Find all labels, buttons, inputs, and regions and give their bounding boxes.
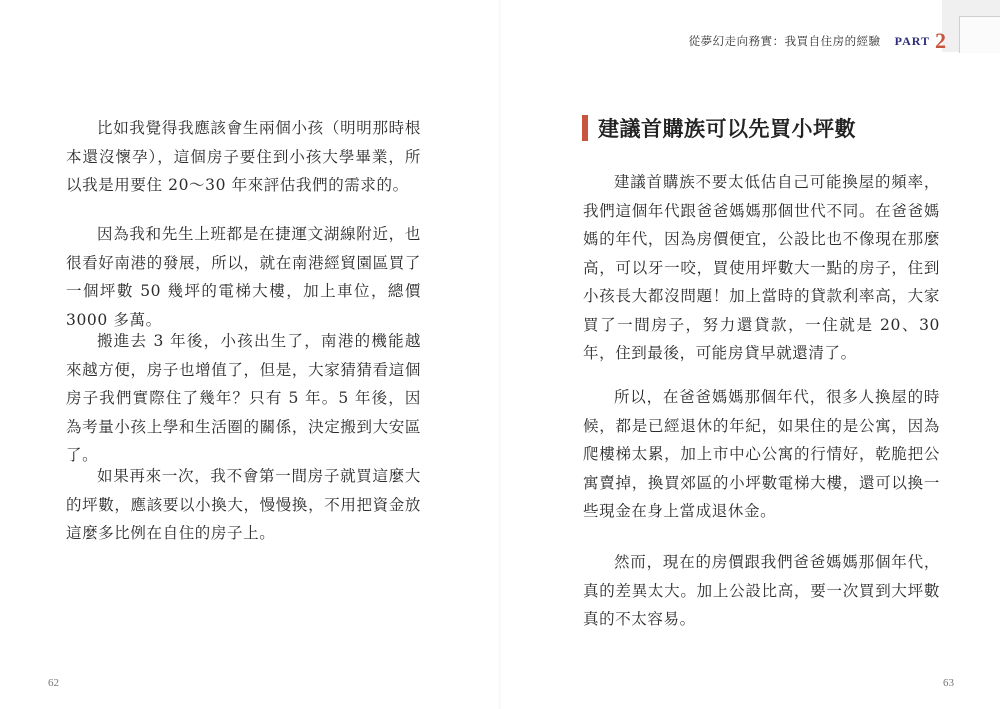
right-paragraph-3: 然而，現在的房價跟我們爸爸媽媽那個年代，真的差異太大。加上公設比高，要一次買到大坪數真的不太容易。 [583,553,940,628]
left-paragraph-1: 比如我覺得我應該會生兩個小孩（明明那時根本還沒懷孕），這個房子要住到小孩大學畢業，所以我是用要住 20～30 年來評估我們的需求的。 [66,119,421,194]
corner-tab-decoration [942,0,1000,52]
left-paragraph-4: 如果再來一次，我不會第一間房子就買這麼大的坪數，應該要以小換大，慢慢換，不用把資金放這麼多比例在自住的房子上。 [66,467,421,542]
heading-accent-bar [582,115,588,141]
right-paragraph-1: 建議首購族不要太低估自己可能換屋的頻率，我們這個年代跟爸爸媽媽那個世代不同。在爸爸媽媽的年代，因為房價便宜，公設比也不像現在那麼高，可以牙一咬，買使用坪數大一點的房子，住到小孩長大都沒問題！加上當時的貸款利率高，大家買了一間房子，努力還貸款，一住就是 20、30 年，住到最後，可能房貸早就還清了。 [583,173,940,362]
left-page-number: 62 [48,677,59,689]
part-number: 2 [935,28,946,53]
left-paragraph-2: 因為我和先生上班都是在捷運文湖線附近，也很看好南港的發展，所以，就在南港經貿園區買了一個坪數 50 幾坪的電梯大樓，加上車位，總價 3000 多萬。 [66,225,421,329]
right-paragraph-2: 所以，在爸爸媽媽那個年代，很多人換屋的時候，都是已經退休的年紀，如果住的是公寓，因為爬樓梯太累，加上市中心公寓的行情好，乾脆把公寓賣掉，換買郊區的小坪數電梯大樓，還可以換一些現金在身上當成退休金。 [583,388,940,520]
right-page-number: 63 [943,677,954,689]
part-label: PART [894,33,930,48]
left-paragraph-3: 搬進去 3 年後，小孩出生了，南港的機能越來越方便，房子也增值了，但是，大家猜猜看這個房子我們實際住了幾年？只有 5 年。5 年後，因為考量小孩上學和生活圈的關係，決定搬到大安區了。 [66,332,421,464]
section-heading [582,113,856,143]
right-page [500,0,1000,709]
running-header [689,30,946,52]
chapter-title: 從夢幻走向務實：我買自住房的經驗 [688,34,881,48]
section-title: 建議首購族可以先買小坪數 [598,117,856,141]
